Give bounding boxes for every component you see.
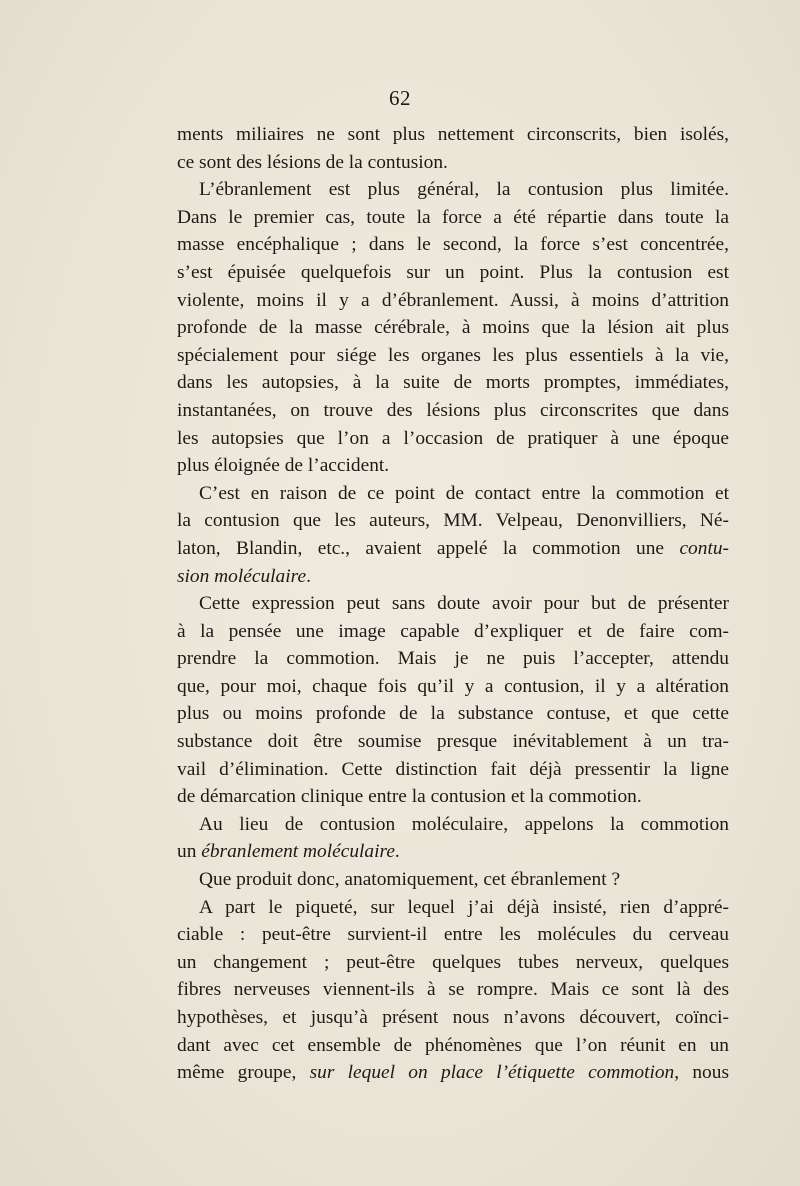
text-line [177, 507, 729, 535]
text-line [177, 563, 729, 591]
text-run: Cette expression peut sans doute avoir pour but de présenter [199, 593, 729, 615]
text-line [177, 866, 729, 894]
text-line [177, 921, 729, 949]
text-line [177, 1032, 729, 1060]
text-run: A part le piqueté, sur lequel j’ai déjà insisté, rien d’appré- [199, 896, 729, 918]
text-run: vail d’élimination. Cette distinction fait déjà pressentir la ligne [177, 758, 729, 780]
text-line [177, 1004, 729, 1032]
text-run: instantanées, on trouve des lésions plus circonscrites que dans [177, 399, 729, 421]
italic-text: sur lequel on place l’étiquette commotion [309, 1062, 675, 1084]
text-line [177, 949, 729, 977]
text-run: fibres nerveuses viennent-ils à se rompre. Mais ce sont là des [177, 979, 729, 1001]
text-line [177, 425, 729, 453]
text-run: spécialement pour siége les organes les plus essentiels à la vie, [177, 344, 729, 366]
text-run: s’est épuisée quelquefois sur un point. Plus la contusion est [177, 261, 729, 283]
text-line [177, 618, 729, 646]
text-run: . [306, 565, 311, 587]
text-run: masse encéphalique ; dans le second, la force s’est concentrée, [177, 234, 729, 256]
text-run: , nous [674, 1062, 729, 1084]
text-line [177, 894, 729, 922]
text-run: dant avec cet ensemble de phénomènes que l’on réunit en un [177, 1034, 729, 1056]
text-line [177, 287, 729, 315]
text-run: plus éloignée de l’accident. [177, 455, 390, 477]
text-run: ments miliaires ne sont plus nettement circonscrits, bien isolés, [177, 124, 729, 145]
italic-text: ébranlement moléculaire [201, 841, 395, 863]
text-line [177, 231, 729, 259]
text-run: . [394, 841, 400, 863]
text-line [177, 314, 729, 342]
text-run: C’est en raison de ce point de contact entre la commotion et [199, 482, 729, 504]
text-line [177, 1059, 729, 1087]
text-line [177, 811, 729, 839]
text-run: même groupe, [177, 1062, 310, 1084]
text-run: dans les autopsies, à la suite de morts promptes, immédiates, [177, 372, 729, 394]
text-line [177, 673, 729, 701]
text-run: L’ébranlement est plus général, la contusion plus limitée. [199, 179, 729, 201]
text-run: de démarcation clinique entre la contusion et la commotion. [177, 786, 642, 808]
text-run: hypothèses, et jusqu’à présent nous n’avons découvert, coïnci- [177, 1007, 729, 1028]
page-number: 62 [389, 86, 411, 110]
body-text [177, 121, 729, 1087]
text-run: un [177, 841, 202, 863]
text-run: à la pensée une image capable d’expliquer et de faire com- [177, 620, 729, 642]
text-run: substance doit être soumise presque inévitablement à un tra- [177, 731, 729, 753]
italic-text: contu- [679, 537, 729, 559]
text-run: Que produit donc, anatomiquement, cet ébranlement ? [199, 869, 621, 891]
text-line [177, 176, 729, 204]
text-line [177, 121, 729, 149]
text-line [177, 452, 729, 480]
text-line [177, 976, 729, 1004]
text-line [177, 342, 729, 370]
text-line [177, 645, 729, 673]
text-line [177, 535, 729, 563]
text-run: la contusion que les auteurs, MM. Velpeau, Denonvilliers, Né- [177, 510, 729, 532]
text-run: Dans le premier cas, toute la force a été répartie dans toute la [177, 206, 729, 228]
italic-text: sion moléculaire [177, 565, 307, 587]
text-run: prendre la commotion. Mais je ne puis l’accepter, attendu [177, 648, 729, 670]
text-run: violente, moins il y a d’ébranlement. Aussi, à moins d’attrition [177, 289, 729, 311]
text-run: que, pour moi, chaque fois qu’il y a contusion, il y a altération [177, 675, 729, 697]
text-line [177, 369, 729, 397]
text-line [177, 728, 729, 756]
text-line [177, 756, 729, 784]
text-run: laton, Blandin, etc., avaient appelé la commotion une [177, 537, 680, 559]
text-run: plus ou moins profonde de la substance contuse, et que cette [177, 703, 729, 725]
text-line [177, 590, 729, 618]
text-line [177, 700, 729, 728]
text-line [177, 149, 729, 177]
text-line [177, 480, 729, 508]
text-run: un changement ; peut-être quelques tubes nerveux, quelques [177, 951, 729, 973]
text-line [177, 204, 729, 232]
text-run: Au lieu de contusion moléculaire, appelons la commotion [199, 813, 729, 835]
text-run: ce sont des lésions de la contusion. [177, 151, 448, 173]
text-line [177, 397, 729, 425]
text-line [177, 259, 729, 287]
text-line [177, 838, 729, 866]
text-run: profonde de la masse cérébrale, à moins que la lésion ait plus [177, 317, 729, 339]
text-run: les autopsies que l’on a l’occasion de pratiquer à une époque [177, 427, 729, 449]
text-line [177, 783, 729, 811]
text-run: ciable : peut-être survient-il entre les molécules du cerveau [177, 924, 729, 946]
